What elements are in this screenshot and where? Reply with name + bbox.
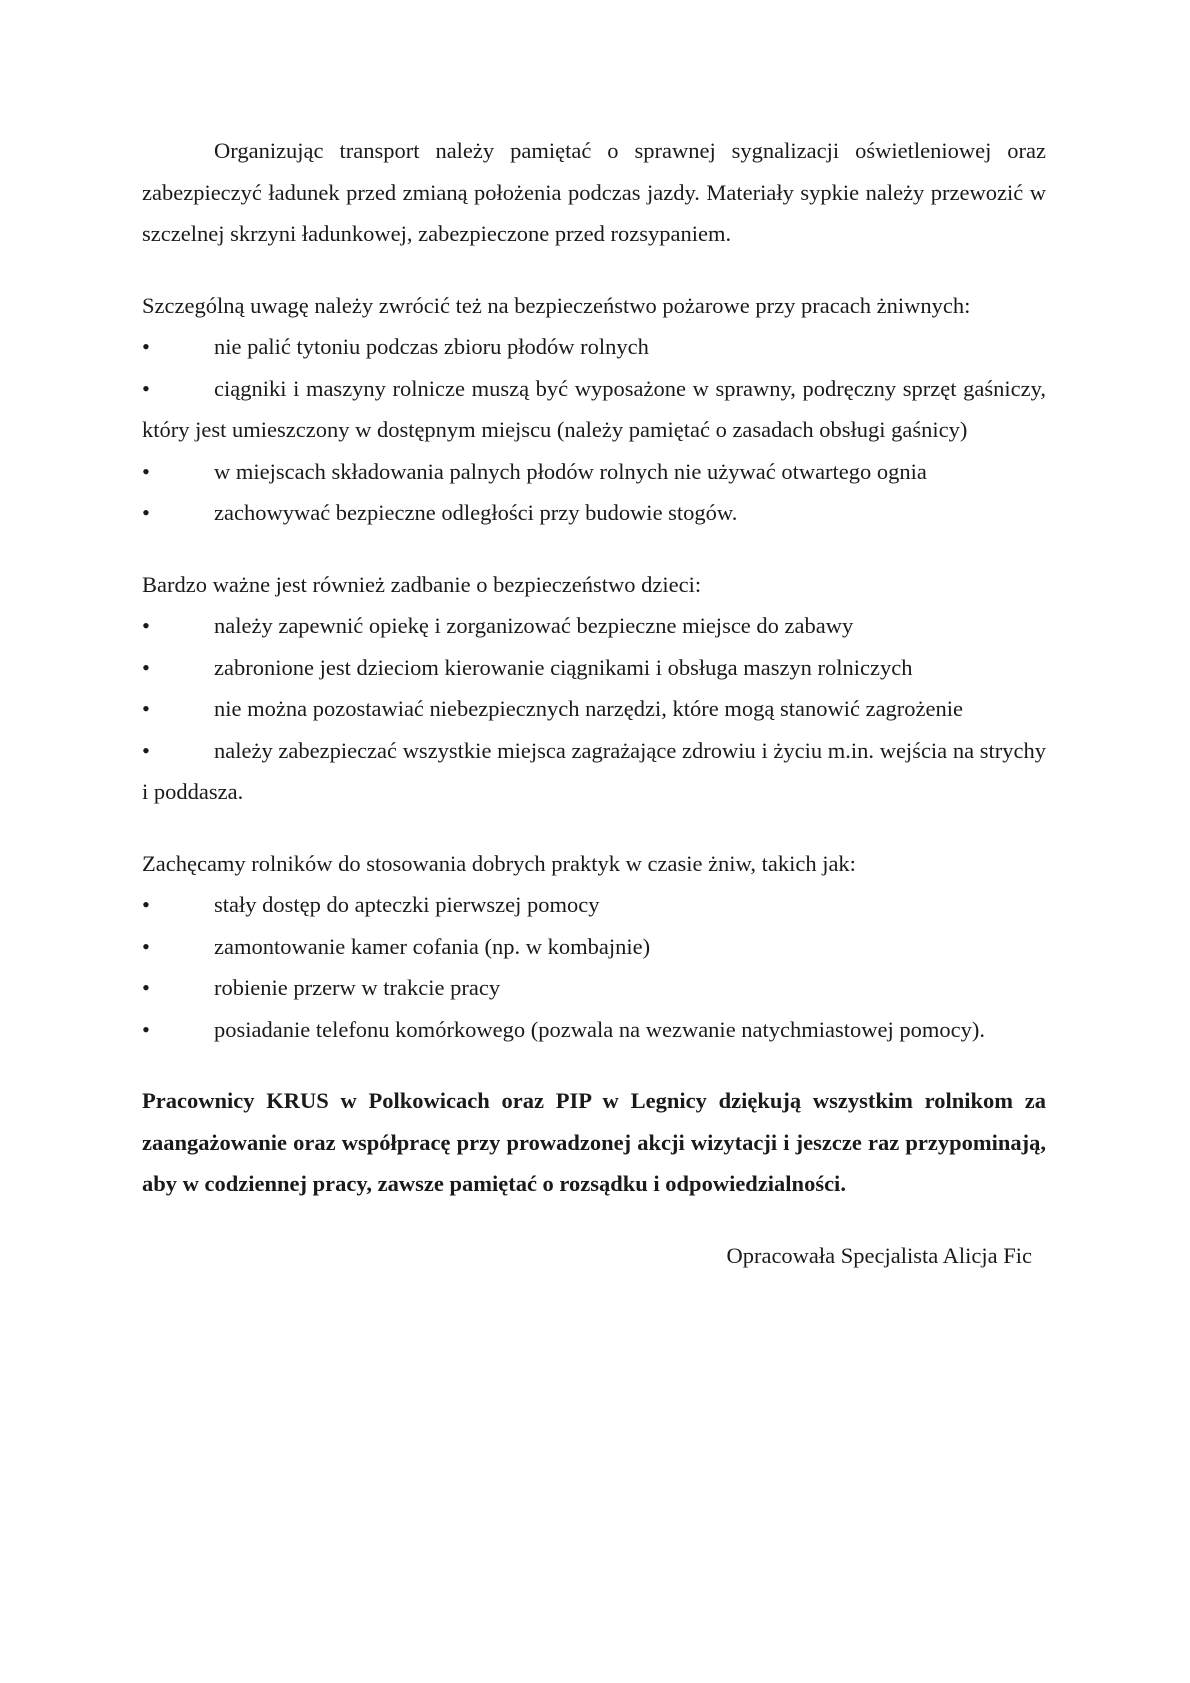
list-item-text: stały dostęp do apteczki pierwszej pomocy [214, 892, 600, 917]
list-item-text: posiadanie telefonu komórkowego (pozwala na wezwanie natychmiastowej pomocy). [214, 1016, 985, 1042]
list-item [142, 884, 1046, 926]
list-item [142, 451, 1046, 493]
bullet: • [142, 1016, 150, 1042]
list-item-text: robienie przerw w trakcie pracy [214, 975, 501, 1000]
list-item-text: należy zabezpieczać wszystkie miejsca zagrażające zdrowiu i życiu m.in. wejścia na strychy i poddasza. [142, 737, 1046, 804]
good-practices-list [142, 884, 1046, 1050]
list-item-text: w miejscach składowania palnych płodów rolnych nie używać otwartego ognia [214, 458, 927, 484]
list-item-text: zamontowanie kamer cofania (np. w kombajnie) [214, 933, 651, 959]
list-item [142, 647, 1046, 689]
fire-safety-list [142, 326, 1046, 534]
list-item [142, 326, 1046, 368]
author-signature: Opracowała Specjalista Alicja Fic [726, 1242, 1032, 1268]
bullet: • [142, 933, 150, 959]
list-item-text: nie palić tytoniu podczas zbioru płodów rolnych [214, 334, 649, 359]
list-item [142, 688, 1046, 730]
list-item [142, 926, 1046, 968]
children-safety-intro: Bardzo ważne jest również zadbanie o bezpieczeństwo dzieci: [142, 571, 702, 597]
bullet: • [142, 613, 150, 638]
list-item-text: należy zapewnić opiekę i zorganizować bezpieczne miejsce do zabawy [214, 613, 854, 638]
document-page [142, 130, 1046, 1276]
children-safety-list [142, 605, 1046, 813]
thanks-paragraph: Pracownicy KRUS w Polkowicach oraz PIP w Legnicy dziękują wszystkim rolnikom za zaangażowanie oraz współpracę przy prowadzonej akcji wizytacji i jeszcze raz przypominają, aby w codziennej pracy, zawsze pamiętać o rozsądku i odpowiedzialności. [142, 1088, 1046, 1196]
bullet: • [142, 892, 150, 917]
bullet: • [142, 375, 150, 401]
transport-paragraph: Organizując transport należy pamiętać o sprawnej sygnalizacji oświetleniowej oraz zabezpieczyć ładunek przed zmianą położenia podczas jazdy. Materiały sypkie należy przewozić w szczelnej skrzyni ładunkowej, zabezpieczone przed rozsypaniem. [142, 138, 1046, 246]
list-item [142, 492, 1046, 534]
list-item-text: ciągniki i maszyny rolnicze muszą być wyposażone w sprawny, podręczny sprzęt gaśniczy, który jest umieszczony w dostępnym miejscu (należy pamiętać o zasadach obsługi gaśnicy) [142, 375, 1046, 442]
bullet: • [142, 334, 150, 359]
bullet: • [142, 500, 150, 525]
list-item-text: zabronione jest dzieciom kierowanie ciągnikami i obsługa maszyn rolniczych [214, 654, 913, 680]
list-item [142, 1009, 1046, 1051]
list-item [142, 368, 1046, 451]
bullet: • [142, 654, 150, 680]
bullet: • [142, 737, 150, 763]
list-item-text: zachowywać bezpieczne odległości przy budowie stogów. [214, 500, 738, 525]
bullet: • [142, 696, 150, 721]
bullet: • [142, 458, 150, 484]
list-item [142, 730, 1046, 813]
list-item-text: nie można pozostawiać niebezpiecznych narzędzi, które mogą stanowić zagrożenie [214, 696, 964, 721]
bullet: • [142, 975, 150, 1000]
fire-safety-intro: Szczególną uwagę należy zwrócić też na bezpieczeństwo pożarowe przy pracach żniwnych: [142, 292, 971, 318]
list-item [142, 967, 1046, 1009]
list-item [142, 605, 1046, 647]
good-practices-intro: Zachęcamy rolników do stosowania dobrych praktyk w czasie żniw, takich jak: [142, 850, 856, 876]
